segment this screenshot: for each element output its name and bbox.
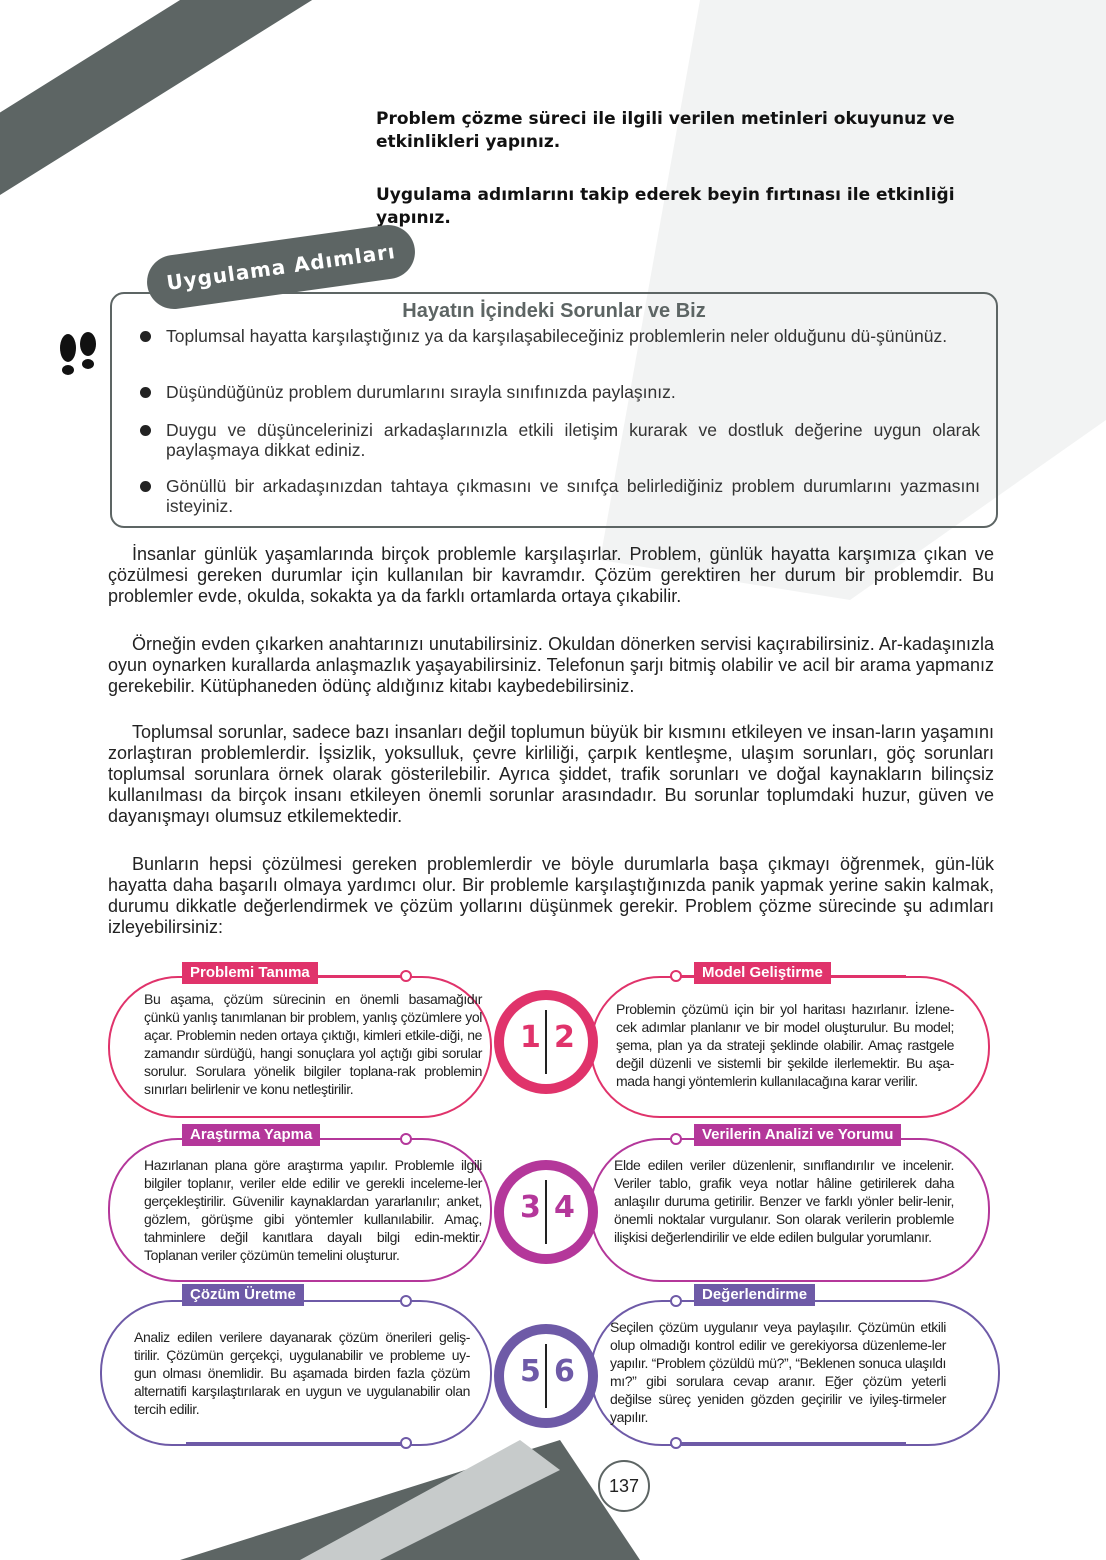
connector-node: [400, 970, 412, 982]
connector-node: [400, 1133, 412, 1145]
connector-line: [676, 1442, 906, 1444]
connector-node: [670, 1133, 682, 1145]
paragraph: Bunların hepsi çözülmesi gereken problemlerdir ve böyle durumlarla başa çıkmayı öğrenmek, gün-lük hayatta daha başarılı olmaya yardımcı olur. Bir problemle karşılaştığınızda panik yapmak yerine sakin kalmak, durumu dikkatle değerlendirmek ve çözüm yollarını düşünmek gerekir. Problem çözme sürecinde şu adımları izleyebilirsiniz:: [108, 854, 994, 937]
step-label-3: Araştırma Yapma: [182, 1124, 320, 1146]
connector-line: [186, 1442, 406, 1444]
step-label-1: Problemi Tanıma: [182, 962, 318, 984]
instruction-2: Uygulama adımlarını takip ederek beyin fırtınası ile etkinliği yapınız.: [376, 185, 955, 228]
activity-title: Hayatın İçindeki Sorunlar ve Biz: [402, 300, 706, 322]
bullet-icon: [140, 387, 151, 398]
paragraph: İnsanlar günlük yaşamlarında birçok problemle karşılaşırlar. Problem, günlük hayatta karşımıza çıkan ve çözülmesi gereken durumlar için kullanılan bir kavramdır. Çözüm gerektiren her durum bir problemdir. Bu problemler evde, okulda, sokakta ya da farklı ortamlarda ortaya çıkabilir.: [108, 544, 994, 606]
paragraph: Toplumsal sorunlar, sadece bazı insanları değil toplumun büyük bir kısmını etkileyen ve insan-ların yaşamını zorlaştıran problemlerdir. İşsizlik, yoksulluk, çevre kirliliği, çarpık kentleşme, ulaşım sorunları, göç sorunları toplumsal sorunlara örnek olarak gösterilebilir. Ayrıca şiddet, trafik sorunları ve doğal kaynakların bilinçsiz kullanılması da birçok insanı etkileyen önemli sorunlar arasındadır. Bu sorunlar toplumdaki huzur, güven ve dayanışmayı olumsuz etkilemektedir.: [108, 722, 994, 826]
uygulama-adimlari-pill: Uygulama Adımları: [144, 221, 419, 312]
instruction-1: Problem çözme süreci ile ilgili verilen metinleri okuyunuz ve etkinlikleri yapınız.: [376, 109, 955, 152]
step-label-2: Model Geliştirme: [694, 962, 831, 984]
bullet-icon: [140, 481, 151, 492]
step-circle-5-6: 5 6: [494, 1324, 598, 1428]
banner-title: ÖĞRENELİM: [170, 75, 319, 181]
connector-node: [400, 1437, 412, 1449]
connector-node: [670, 1295, 682, 1307]
connector-node: [400, 1295, 412, 1307]
step-text-5: Analiz edilen verilere dayanarak çözüm önerileri geliş-tirilir. Çözümün gerçekçi, uygulanabilir ve probleme uy-gun olması önemlidir. Bu aşamada birden fazla çözüm alternatifi karşılaştırılarak en uygun ve uygulanabilir olan tercih edilir.: [134, 1329, 470, 1417]
connector-node: [670, 1437, 682, 1449]
step-label-4: Verilerin Analizi ve Yorumu: [694, 1124, 901, 1146]
step-label-5: Çözüm Üretme: [182, 1284, 304, 1306]
step-circle-3-4: 3 4: [494, 1160, 598, 1264]
step-circle-1-2: 1 2: [494, 990, 598, 1094]
connector-node: [670, 970, 682, 982]
page-number: 137: [598, 1460, 650, 1512]
footsteps-icon: [56, 330, 102, 380]
step-text-2: Problemin çözümü için bir yol haritası hazırlanır. İzlene-cek adımlar planlanır ve bir model oluşturulur. Bu model; şema, plan ya da strateji şeklinde olabilir. Amaç rastgele değil düzenli ve sistemli bir şekilde ilerlemektir. Bu aşa-mada hangi yöntemlerin kullanılacağına karar verilir.: [616, 1001, 954, 1089]
activity-box: Hayatın İçindeki Sorunlar ve Biz Toplumsal hayatta karşılaştığınız ya da karşılaşabileceğiniz problemlerin neler olduğunu dü-şününüz. Düşündüğünüz problem durumlarını sırayla sınıfınızda paylaşınız. Duygu ve düşüncelerinizi arkadaşlarınızla etkili iletişim kurarak ve dostluk değerine uygun olarak paylaşmaya dikkat ediniz. Gönüllü bir arkadaşınızdan tahtaya çıkmasını ve sınıfça belirlediğiniz problem durumlarını yazmasını isteyiniz.: [110, 292, 998, 528]
step-text-4: Elde edilen veriler düzenlenir, sınıflandırılır ve incelenir. Veriler tablo, grafik veya notlar hâline getirilerek daha anlaşılır duruma getirilir. Benzer ve farklı yönler belir-lenir, önemli noktalar vurgulanır. Son olarak verilerin problemle ilişkisi değerlendirilir ve elde edilen bulgular yorumlanır.: [614, 1157, 954, 1245]
bullet-icon: [140, 425, 151, 436]
step-text-6: Seçilen çözüm uygulanır veya paylaşılır. Çözümün etkili olup olmadığı kontrol edilir ve gerekiyorsa düzenleme-ler yapılır. “Problem çözüldü mü?”, “Beklenen sonuca ulaşıldı mı?” gibi sorulara cevap aranır. Eğer çözüm yeterli değilse süreç yeniden gözden geçirilir ve iyileş-tirmeler yapılır.: [610, 1319, 946, 1425]
step-text-1: Bu aşama, çözüm sürecinin en önemli basamağıdır çünkü yanlış tanımlanan bir problem, yanlış çözümlere yol açar. Problemin neden ortaya çıktığı, kimleri etkile-diği, ne zamandır sürdüğü, hangi sonuçlara yol açtığı gibi sorular sorulur. Sorulara yönelik bilgiler toplana-rak problemin sınırları belirlenir ve konu netleştirilir.: [144, 991, 482, 1097]
step-label-6: Değerlendirme: [694, 1284, 815, 1306]
step-text-3: Hazırlanan plana göre araştırma yapılır. Problemle ilgili bilgiler toplanır, veriler elde edilir ve gerekli inceleme-ler gerçekleştirilir. Güvenilir kaynaklardan yararlanılır; anket, gözlem, görüşme gibi yöntemler kullanılabilir. Amaç, tahminlere değil kanıtlara dayalı bilgi edin-mektir. Toplanan veriler çözümün temelini oluşturur.: [144, 1157, 482, 1263]
book-icon: [80, 212, 138, 264]
bullet-icon: [140, 331, 151, 342]
paragraph: Örneğin evden çıkarken anahtarınızı unutabilirsiniz. Okuldan dönerken servisi kaçırabilirsiniz. Ar-kadaşınızla oyun oynarken kurallarda anlaşmazlık yaşayabilirsiniz. Telefonun şarjı bitmiş olabilir ve acil bir arama yapmanız gerekebilir. Kütüphaneden ödünç aldığınız kitabı kaybedebilirsiniz.: [108, 634, 994, 696]
